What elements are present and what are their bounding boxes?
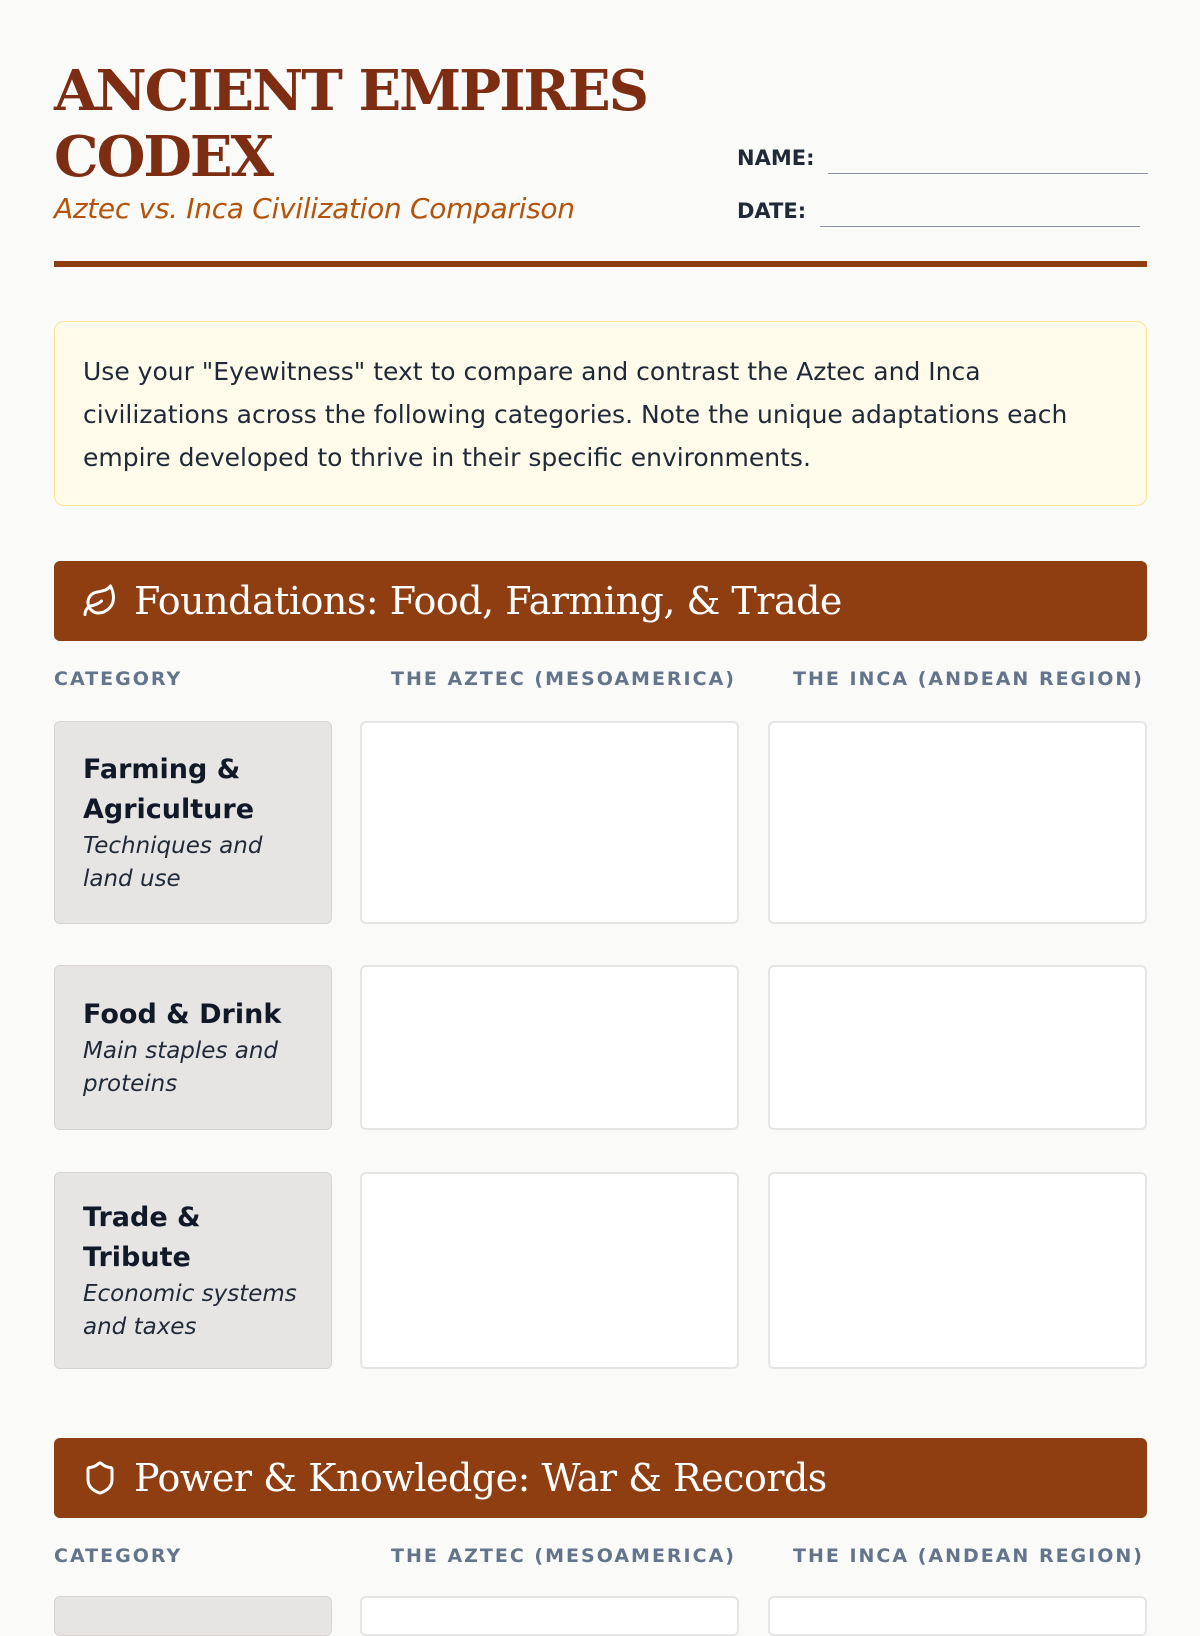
table-row	[54, 721, 1147, 924]
name-input-line[interactable]	[828, 173, 1148, 174]
header-divider	[54, 261, 1147, 267]
aztec-answer-box[interactable]	[360, 1596, 739, 1636]
section-header-power-knowledge	[54, 1438, 1147, 1518]
instructions-text: Use your "Eyewitness" text to compare and contrast the Aztec and Inca civilizations across the following categories. Note the unique adaptations each empire developed to thrive in their specific environments.	[83, 357, 1068, 472]
page-title: ANCIENT EMPIRES CODEX	[54, 58, 648, 190]
worksheet-header	[54, 0, 1147, 268]
inca-answer-box[interactable]	[768, 1172, 1147, 1369]
column-header-inca: THE INCA (ANDEAN REGION)	[793, 1545, 1144, 1567]
aztec-answer-box[interactable]	[360, 721, 739, 924]
date-input-line[interactable]	[820, 226, 1140, 227]
category-description: Main staples and proteins	[83, 1037, 279, 1097]
inca-answer-box[interactable]	[768, 965, 1147, 1130]
aztec-answer-box[interactable]	[360, 965, 739, 1130]
date-field	[737, 199, 1140, 223]
section-title: Power & Knowledge: War & Records	[134, 1456, 827, 1500]
category-title: Farming & Agriculture	[83, 753, 255, 825]
leaf-icon	[80, 581, 120, 621]
inca-answer-box[interactable]	[768, 721, 1147, 924]
worksheet-page	[54, 0, 1147, 1567]
section-header-foundations	[54, 561, 1147, 641]
instructions-box	[54, 321, 1147, 506]
date-label: DATE:	[737, 199, 807, 223]
name-label: NAME:	[737, 146, 815, 170]
name-field	[737, 146, 1148, 170]
column-header-aztec: THE AZTEC (MESOAMERICA)	[391, 668, 736, 690]
column-header-aztec: THE AZTEC (MESOAMERICA)	[391, 1545, 736, 1567]
category-title: Trade & Tribute	[83, 1201, 201, 1273]
category-cell	[54, 1172, 332, 1369]
category-title: Food & Drink	[83, 998, 282, 1030]
category-cell	[54, 1596, 332, 1636]
table-row	[54, 1172, 1147, 1369]
category-description: Economic systems and taxes	[83, 1280, 297, 1340]
category-description: Techniques and land use	[83, 832, 263, 892]
category-cell	[54, 721, 332, 924]
table-row	[54, 965, 1147, 1130]
column-headers	[54, 668, 1147, 698]
table-row	[54, 1596, 1147, 1636]
category-cell	[54, 965, 332, 1130]
column-headers	[54, 1545, 1147, 1575]
column-header-inca: THE INCA (ANDEAN REGION)	[793, 668, 1144, 690]
column-header-category: CATEGORY	[54, 668, 183, 690]
column-header-category: CATEGORY	[54, 1545, 183, 1567]
page-subtitle: Aztec vs. Inca Civilization Comparison	[54, 192, 575, 225]
aztec-answer-box[interactable]	[360, 1172, 739, 1369]
section-title: Foundations: Food, Farming, & Trade	[134, 579, 842, 623]
inca-answer-box[interactable]	[768, 1596, 1147, 1636]
shield-icon	[80, 1458, 120, 1498]
